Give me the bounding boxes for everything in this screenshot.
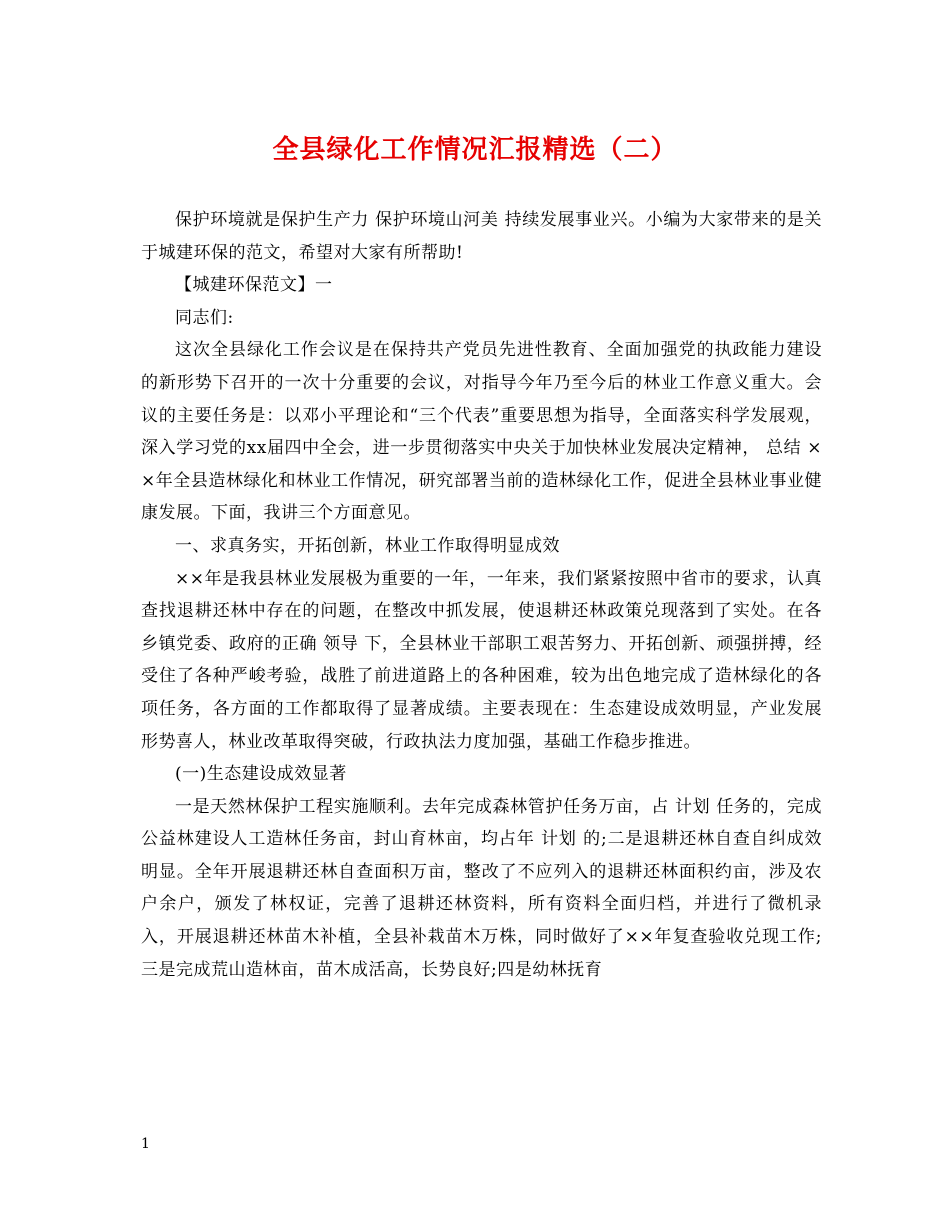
- page-number: 1: [141, 1136, 150, 1152]
- paragraph-ecology: 一是天然林保护工程实施顺利。去年完成森林管护任务万亩，占 计划 任务的，完成公益林建设人工造林任务亩，封山育林亩，均占年 计划 的;二是退耕还林自查自纠成效明显。全年开展退耕还林自查面积万亩，整改了不应列入的退耕还林面积约亩，涉及农户余户，颁发了林权证，完善了退耕还林资料，所有资料全面归档，并进行了微机录入，开展退耕还林苗木补植，全县补栽苗木万株，同时做好了××年复查验收兑现工作;三是完成荒山造林亩，苗木成活高，长势良好;四是幼林抚育: [141, 796, 822, 980]
- paragraph-section-label: 【城建环保范文】一: [175, 275, 333, 296]
- document-body: [141, 204, 822, 986]
- document-title: 全县绿化工作情况汇报精选（二）: [272, 135, 678, 165]
- paragraph-intro: 保护环境就是保护生产力 保护环境山河美 持续发展事业兴。小编为大家带来的是关于城建环保的范文，希望对大家有所帮助!: [141, 210, 822, 263]
- heading-part-one: 一、求真务实，开拓创新，林业工作取得明显成效: [175, 535, 560, 556]
- heading-subsection-one: (一)生态建设成效显著: [175, 764, 347, 785]
- paragraph-achievements: ××年是我县林业发展极为重要的一年，一年来，我们紧紧按照中省市的要求，认真查找退耕还林中存在的问题，在整改中抓发展，使退耕还林政策兑现落到了实处。在各乡镇党委、政府的正确 领导 下，全县林业干部职工艰苦努力、开拓创新、顽强拼搏，经受住了各种严峻考验，战胜了前进道路上的各种困难，较为出色地完成了造林绿化的各项任务，各方面的工作都取得了显著成绩。主要表现在：生态建设成效明显，产业发展形势喜人，林业改革取得突破，行政执法力度加强，基础工作稳步推进。: [141, 568, 822, 752]
- paragraph-meeting: 这次全县绿化工作会议是在保持共产党员先进性教育、全面加强党的执政能力建设的新形势下召开的一次十分重要的会议，对指导今年乃至今后的林业工作意义重大。会议的主要任务是：以邓小平理论和“三个代表”重要思想为指导，全面落实科学发展观，深入学习党的xx届四中全会，进一步贯彻落实中央关于加快林业发展决定精神， 总结 ××年全县造林绿化和林业工作情况，研究部署当前的造林绿化工作，促进全县林业事业健康发展。下面，我讲三个方面意见。: [141, 340, 822, 524]
- paragraph-salutation: 同志们:: [175, 307, 234, 328]
